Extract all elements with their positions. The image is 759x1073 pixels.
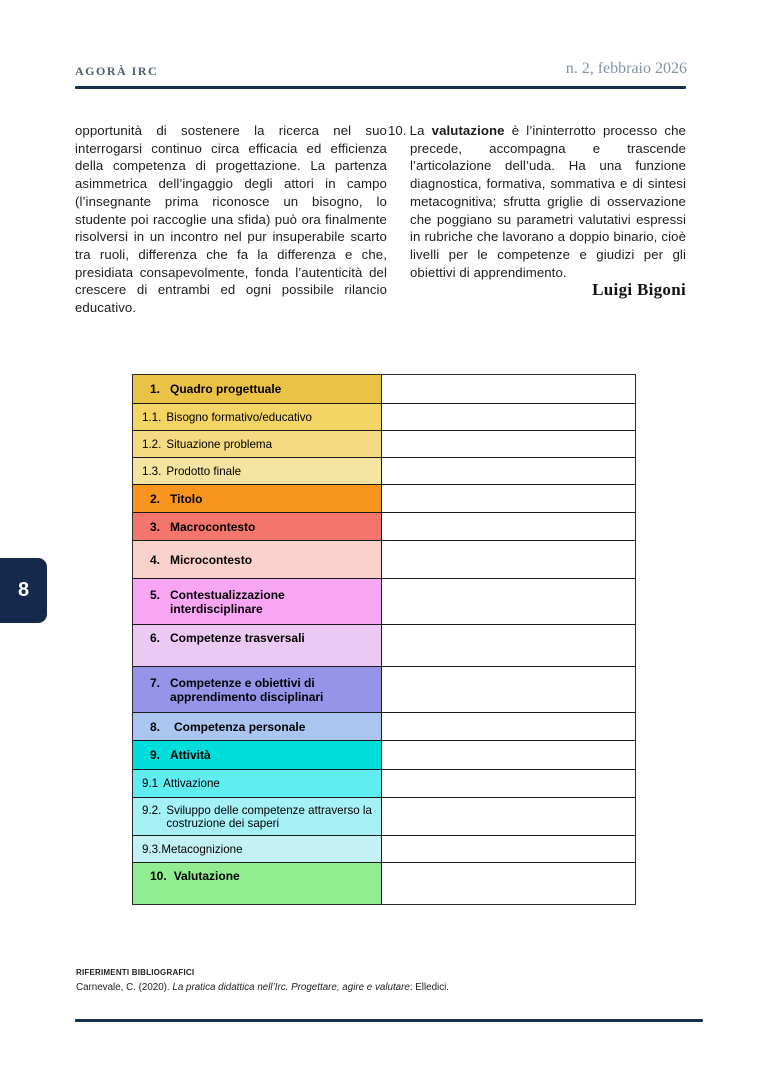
table-row (133, 485, 635, 513)
page-number-badge (0, 558, 47, 623)
table-row-label (133, 458, 382, 484)
table-row-label (133, 836, 382, 862)
row-title: Attività (170, 748, 211, 762)
row-number: 4. (150, 552, 161, 567)
row-title: Competenze e obiettivi di apprendimento disciplinari (170, 675, 324, 704)
issue-date: n. 2, febbraio 2026 (565, 60, 687, 77)
row-number: 9. (150, 748, 161, 762)
table-row-label (133, 798, 382, 835)
row-title: Competenze trasversali (170, 631, 305, 645)
table-row (133, 741, 635, 770)
list-item-lead: La (409, 123, 432, 138)
row-number: 9.2. (142, 803, 162, 817)
table-row-label (133, 404, 382, 430)
table-row-label (133, 485, 382, 512)
table-row-empty-cell (382, 770, 635, 797)
row-title: Metacognizione (161, 842, 243, 856)
table-row-empty-cell (382, 863, 635, 904)
table-row-label (133, 770, 382, 797)
magazine-brand: AGORÀ IRC (75, 64, 159, 78)
row-title: Attivazione (163, 777, 220, 790)
row-number: 8. (150, 719, 161, 734)
table-row (133, 579, 635, 625)
row-title: Sviluppo delle competenze attraverso la costruzione dei saperi (166, 803, 372, 830)
table-row-label (133, 863, 382, 904)
table-row-empty-cell (382, 458, 635, 484)
row-number: 1.3. (142, 464, 162, 478)
row-title: Situazione problema (166, 437, 273, 451)
table-row-label (133, 579, 382, 624)
row-number: 1. (150, 382, 161, 396)
table-row-empty-cell (382, 625, 635, 666)
row-title: Quadro progettuale (170, 382, 282, 396)
uda-planning-table (132, 374, 636, 905)
table-row (133, 375, 635, 404)
list-item-number: 10. (388, 123, 407, 138)
row-number: 1.1. (142, 410, 162, 424)
row-number: 3. (150, 519, 161, 534)
row-number: 6. (150, 631, 161, 645)
author-signature: Luigi Bigoni (592, 280, 686, 300)
row-number: 7. (150, 675, 161, 690)
list-item-10 (388, 122, 686, 281)
article-right-column (388, 122, 686, 299)
row-number: 5. (150, 587, 161, 602)
row-title: Microcontesto (170, 552, 253, 567)
row-number: 1.2. (142, 437, 162, 451)
header-rule (75, 86, 686, 89)
table-row-label (133, 713, 382, 740)
table-row-empty-cell (382, 798, 635, 835)
table-row-label (133, 375, 382, 403)
table-row-label (133, 667, 382, 712)
table-row (133, 770, 635, 798)
row-number: 9.1 (142, 777, 159, 790)
row-title: Prodotto finale (166, 464, 242, 478)
table-row-empty-cell (382, 431, 635, 457)
row-number: 9.3. (142, 842, 162, 856)
footer-rule (75, 1019, 703, 1022)
table-row (133, 431, 635, 458)
row-title: Titolo (170, 491, 203, 506)
table-row-label (133, 541, 382, 578)
list-item-bold-term: valutazione (431, 123, 505, 138)
table-row-empty-cell (382, 713, 635, 740)
table-row (133, 713, 635, 741)
table-row (133, 458, 635, 485)
table-row-empty-cell (382, 513, 635, 540)
row-title: Macrocontesto (170, 519, 256, 534)
row-number: 10. (150, 869, 167, 883)
row-title: Bisogno formativo/educativo (166, 410, 312, 424)
table-row (133, 625, 635, 667)
table-row-empty-cell (382, 485, 635, 512)
table-row-label (133, 431, 382, 457)
table-row-label (133, 741, 382, 769)
table-row-label (133, 513, 382, 540)
citation-prefix: Carnevale, C. (2020). (76, 982, 173, 993)
table-row-empty-cell (382, 579, 635, 624)
citation-title: La pratica didattica nell’Irc. Progettare, agire e valutare (172, 982, 410, 993)
table-row-empty-cell (382, 836, 635, 862)
row-title: Valutazione (173, 869, 240, 883)
list-item-rest: è l’ininterrotto processo che precede, accompagna e trascende l’articolazione dell’uda. Ha una funzione diagnostica, formativa, sommativa e di sintesi metacognitiva; sfrutta griglie di osservazione che poggiano su parametri valutativi espressi in rubriche che lavorano a doppio binario, cioè livelli per le competenze e giudizi per gli obiettivi di apprendimento. (410, 123, 686, 280)
article-left-column: opportunità di sostenere la ricerca nel suo interrogarsi continuo circa efficacia ed efficienza della competenza di progettazione. La partenza asimmetrica dell’ingaggio degli attori in campo (l’insegnante prima riconosce un bisogno, lo studente poi raccoglie una sfida) può ora finalmente risolversi in un incontro nel pur insuperabile scarto tra ruoli, differenza che fa la differenza e che, presidiata consapevolmente, fonda l’autenticità del crescere di entrambi ed ogni possibile rilancio educativo. (75, 123, 387, 316)
row-title: Contestualizzazione interdisciplinare (170, 587, 285, 616)
table-row (133, 541, 635, 579)
table-row-empty-cell (382, 741, 635, 769)
reference-citation (76, 982, 676, 993)
page-number: 8 (17, 579, 30, 601)
table-row-empty-cell (382, 667, 635, 712)
table-row-empty-cell (382, 404, 635, 430)
table-row (133, 513, 635, 541)
citation-suffix: : Elledici. (409, 982, 450, 993)
table-row (133, 836, 635, 863)
table-row-empty-cell (382, 375, 635, 403)
table-row (133, 404, 635, 431)
table-row (133, 863, 635, 904)
references-heading: RIFERIMENTI BIBLIOGRAFICI (76, 968, 195, 977)
row-number: 2. (150, 491, 161, 506)
row-title: Competenza personale (174, 719, 306, 734)
table-row (133, 798, 635, 836)
table-row (133, 667, 635, 713)
table-row-empty-cell (382, 541, 635, 578)
table-row-label (133, 625, 382, 666)
